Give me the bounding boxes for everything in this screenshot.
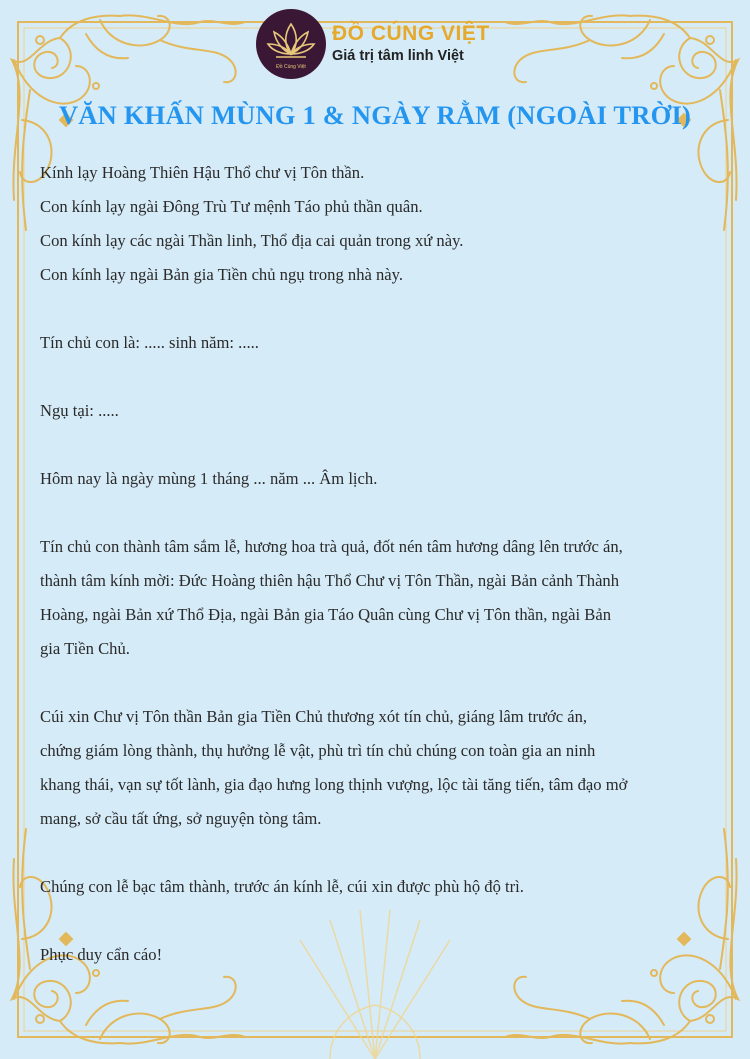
offering-line: thành tâm kính mời: Đức Hoàng thiên hậu Thổ Chư vị Tôn Thần, ngài Bản cảnh Thành (40, 571, 620, 590)
address-line: Ngụ tại: ..... (40, 401, 119, 420)
lotus-icon (266, 20, 316, 60)
brand-header (256, 8, 490, 80)
document-title: VĂN KHẤN MÙNG 1 & NGÀY RẰM (NGOÀI TRỜI) (59, 100, 691, 130)
brand-name: ĐỒ CÚNG VIỆT (332, 22, 490, 45)
logo-small-text: Đồ Cúng Việt (276, 64, 306, 70)
offering-line: Tín chủ con thành tâm sắm lễ, hương hoa trà quả, đốt nén tâm hương dâng lên trước án, (40, 537, 623, 556)
closing-line: Chúng con lễ bạc tâm thành, trước án kính lễ, cúi xin được phù hộ độ trì. (40, 877, 524, 896)
plea-line: khang thái, vạn sự tốt lành, gia đạo hưng long thịnh vượng, lộc tài tăng tiến, tâm đạo mở (40, 775, 628, 794)
offering-line: gia Tiền Chủ. (40, 639, 130, 658)
brand-text (332, 22, 490, 66)
plea-line: chứng giám lòng thành, thụ hưởng lễ vật, phù trì tín chủ chúng con toàn gia an ninh (40, 741, 596, 760)
invocation-line: Con kính lạy ngài Bản gia Tiền chủ ngụ trong nhà này. (40, 265, 404, 284)
invocation-line: Con kính lạy ngài Đông Trù Tư mệnh Táo phủ thần quân. (40, 197, 423, 216)
brand-logo (256, 9, 326, 79)
offering-line: Hoàng, ngài Bản xứ Thổ Địa, ngài Bản gia Táo Quân cùng Chư vị Tôn thần, ngài Bản (40, 605, 612, 624)
date-line: Hôm nay là ngày mùng 1 tháng ... năm ... Âm lịch. (40, 469, 378, 488)
brand-tagline: Giá trị tâm linh Việt (332, 48, 464, 64)
plea-line: Cúi xin Chư vị Tôn thần Bản gia Tiền Chủ thương xót tín chủ, giáng lâm trước án, (40, 707, 588, 726)
plea-line: mang, sở cầu tất ứng, sở nguyện tòng tâm. (40, 809, 322, 828)
final-line: Phục duy cẩn cáo! (40, 945, 163, 964)
invocation-line: Con kính lạy các ngài Thần linh, Thổ địa cai quản trong xứ này. (40, 231, 464, 250)
owner-line: Tín chủ con là: ..... sinh năm: ..... (40, 333, 259, 352)
invocation-line: Kính lạy Hoàng Thiên Hậu Thổ chư vị Tôn thần. (40, 163, 365, 182)
prayer-text (40, 156, 720, 972)
